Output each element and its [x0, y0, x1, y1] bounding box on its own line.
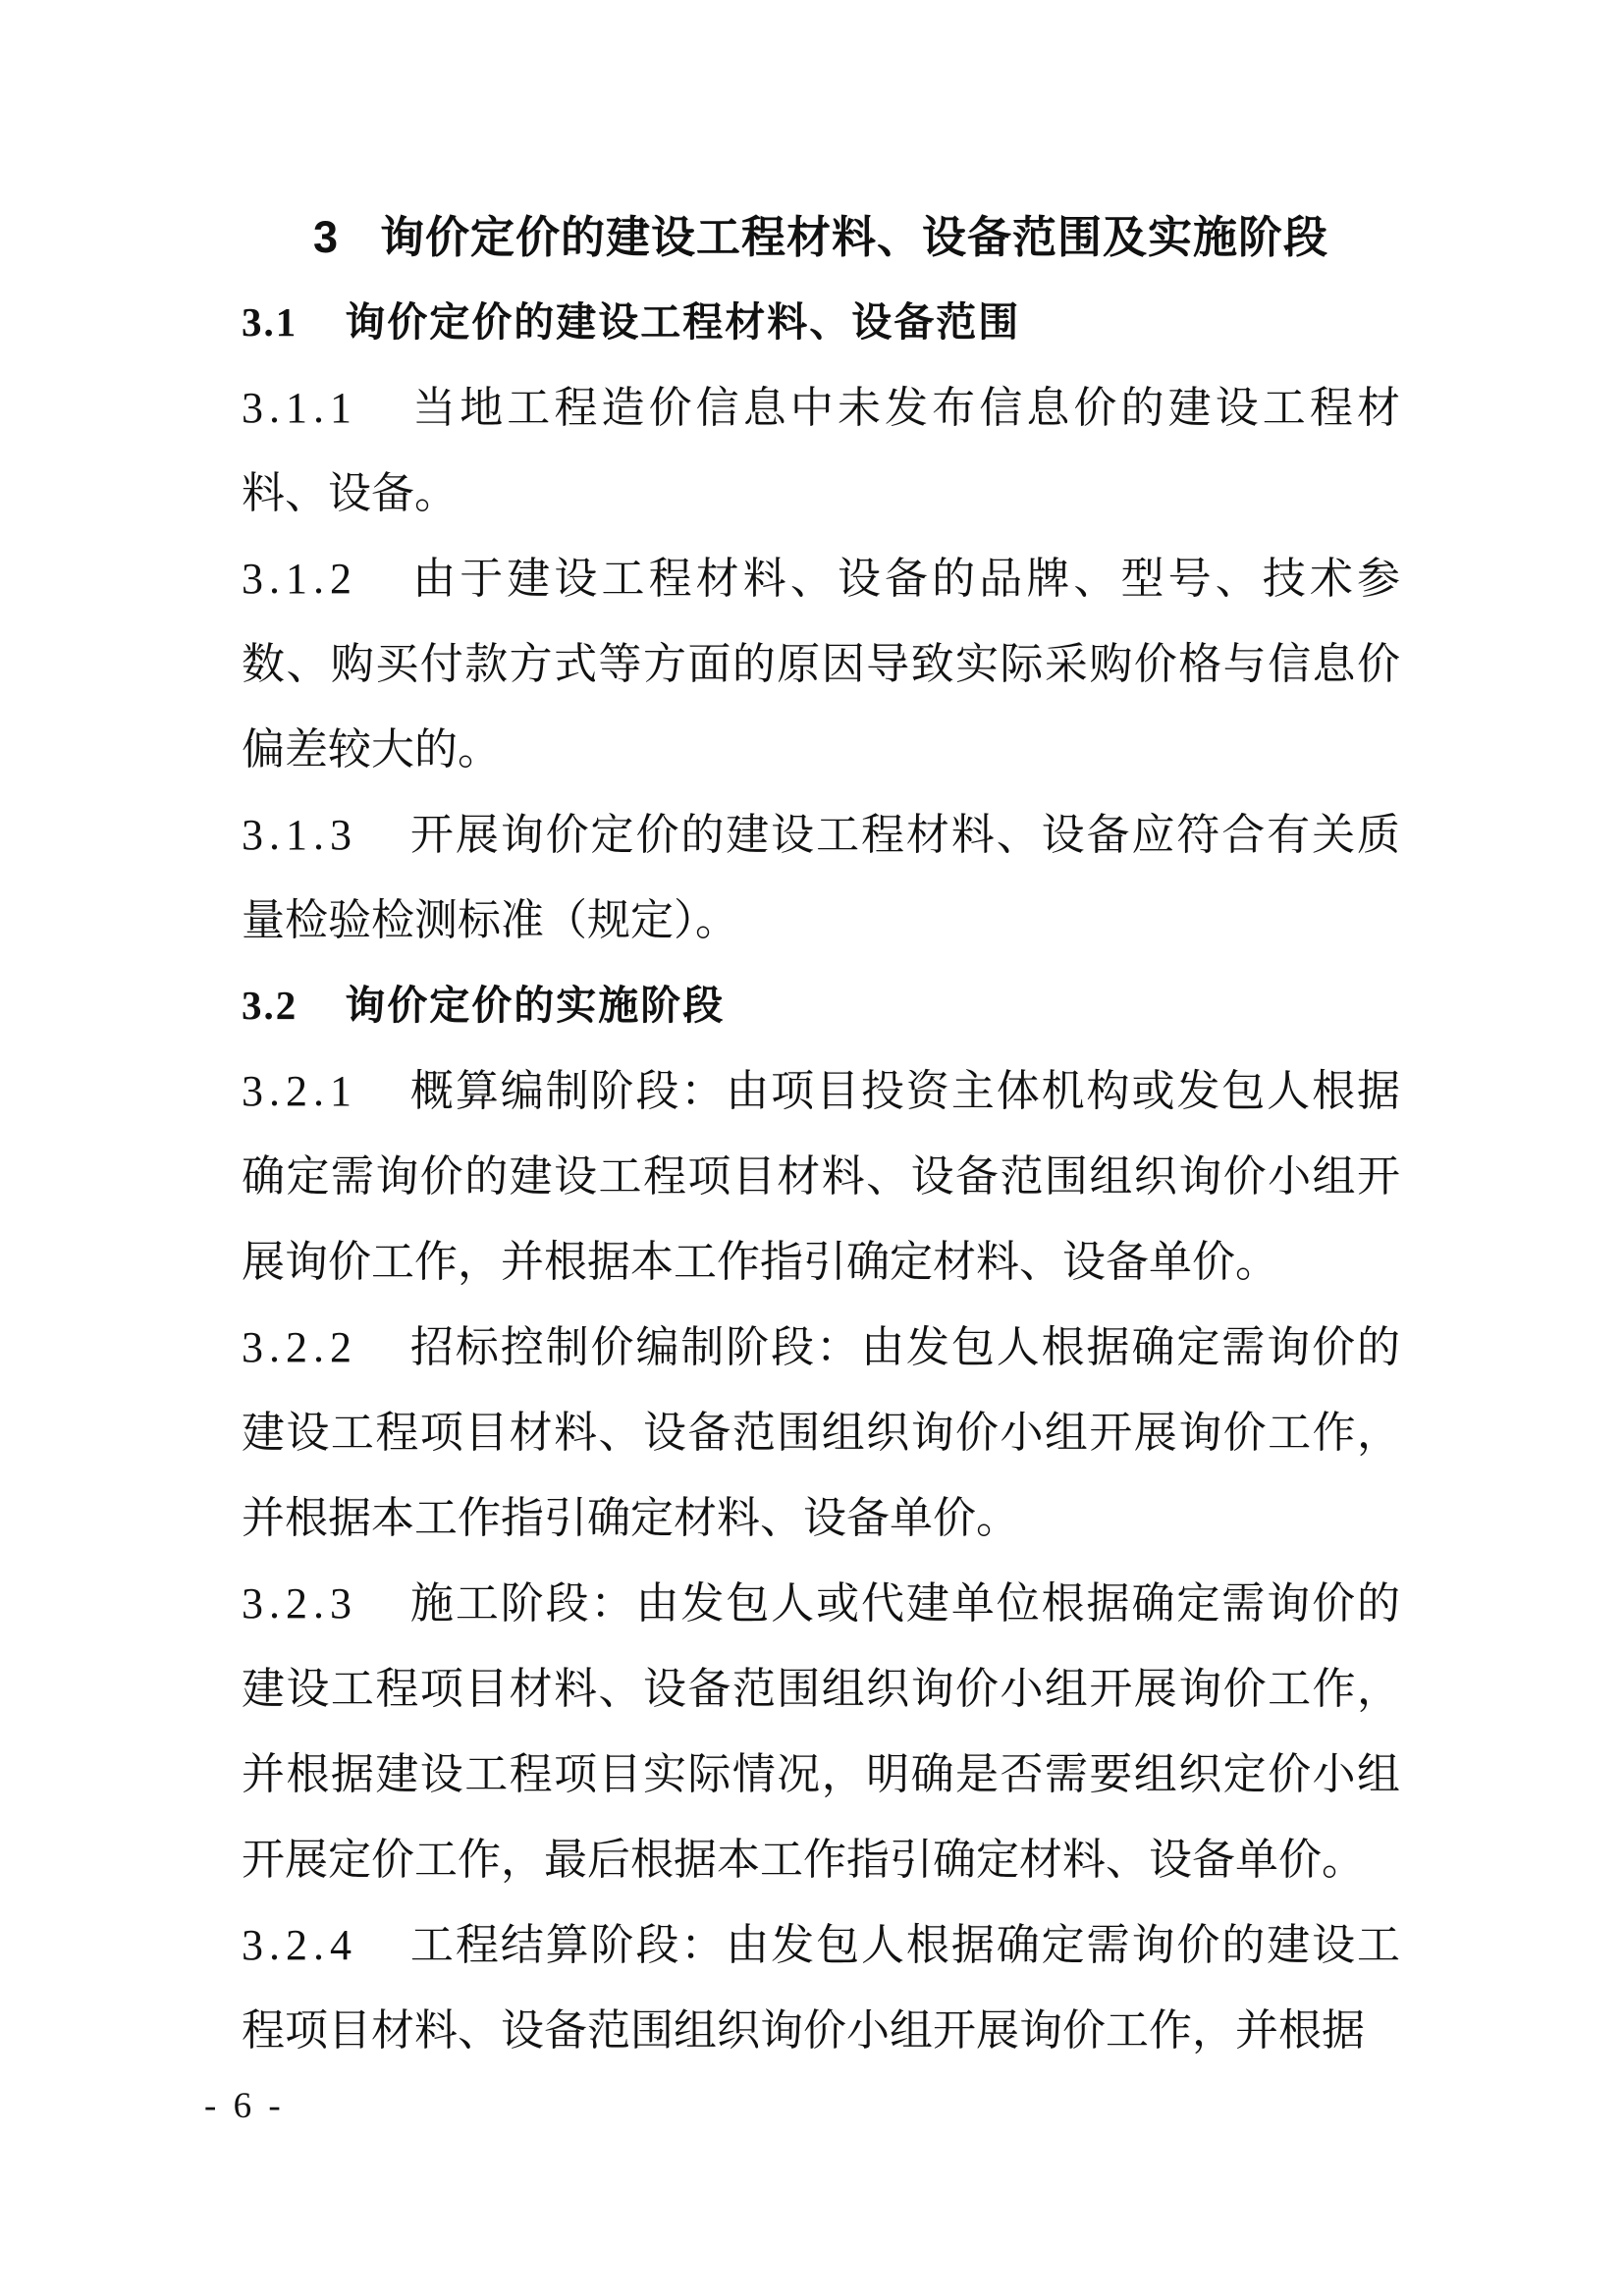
clause-number: 3.2.3 — [242, 1579, 357, 1628]
section-heading-3-1 — [242, 280, 1400, 365]
clause-number: 3.1.3 — [242, 811, 357, 859]
clause-3-2-1 — [242, 1048, 1400, 1305]
clause-text: 工程结算阶段：由发包人根据确定需询价的建设工程项目材料、设备范围组织询价小组开展询价工作，并根据 — [242, 1921, 1400, 2055]
clause-text: 开展询价定价的建设工程材料、设备应符合有关质量检验检测标准（规定）。 — [242, 811, 1400, 944]
clause-3-2-4 — [242, 1902, 1400, 2073]
chapter-title — [242, 194, 1400, 280]
clause-number: 3.2.4 — [242, 1921, 357, 1969]
clause-3-1-1 — [242, 365, 1400, 536]
clause-3-2-3 — [242, 1561, 1400, 1902]
section-heading-text: 询价定价的实施阶段 — [345, 983, 726, 1028]
section-heading-text: 询价定价的建设工程材料、设备范围 — [345, 299, 1021, 345]
document-content — [242, 194, 1400, 2073]
clause-number: 3.2.2 — [242, 1323, 357, 1371]
clause-number: 3.2.1 — [242, 1067, 357, 1115]
clause-text: 当地工程造价信息中未发布信息价的建设工程材料、设备。 — [242, 384, 1400, 517]
clause-text: 由于建设工程材料、设备的品牌、型号、技术参数、购买付款方式等方面的原因导致实际采购价格与信息价偏差较大的。 — [242, 555, 1400, 774]
clause-3-1-3 — [242, 792, 1400, 963]
clause-3-1-2 — [242, 536, 1400, 792]
clause-text: 概算编制阶段：由项目投资主体机构或发包人根据确定需询价的建设工程项目材料、设备范围组织询价小组开展询价工作，并根据本工作指引确定材料、设备单价。 — [242, 1067, 1400, 1286]
clause-number: 3.1.1 — [242, 384, 357, 432]
chapter-number: 3 — [312, 212, 339, 262]
section-number: 3.1 — [242, 299, 298, 345]
page-number: - 6 - — [204, 2086, 285, 2126]
clause-3-2-2 — [242, 1305, 1400, 1561]
clause-text: 施工阶段：由发包人或代建单位根据确定需询价的建设工程项目材料、设备范围组织询价小组开展询价工作，并根据建设工程项目实际情况，明确是否需要组织定价小组开展定价工作，最后根据本工作指引确定材料、设备单价。 — [242, 1579, 1400, 1884]
clause-text: 招标控制价编制阶段：由发包人根据确定需询价的建设工程项目材料、设备范围组织询价小组开展询价工作，并根据本工作指引确定材料、设备单价。 — [242, 1323, 1400, 1542]
section-number: 3.2 — [242, 983, 298, 1028]
clause-number: 3.1.2 — [242, 555, 357, 603]
section-heading-3-2 — [242, 963, 1400, 1048]
chapter-title-text: 询价定价的建设工程材料、设备范围及实施阶段 — [380, 212, 1329, 262]
